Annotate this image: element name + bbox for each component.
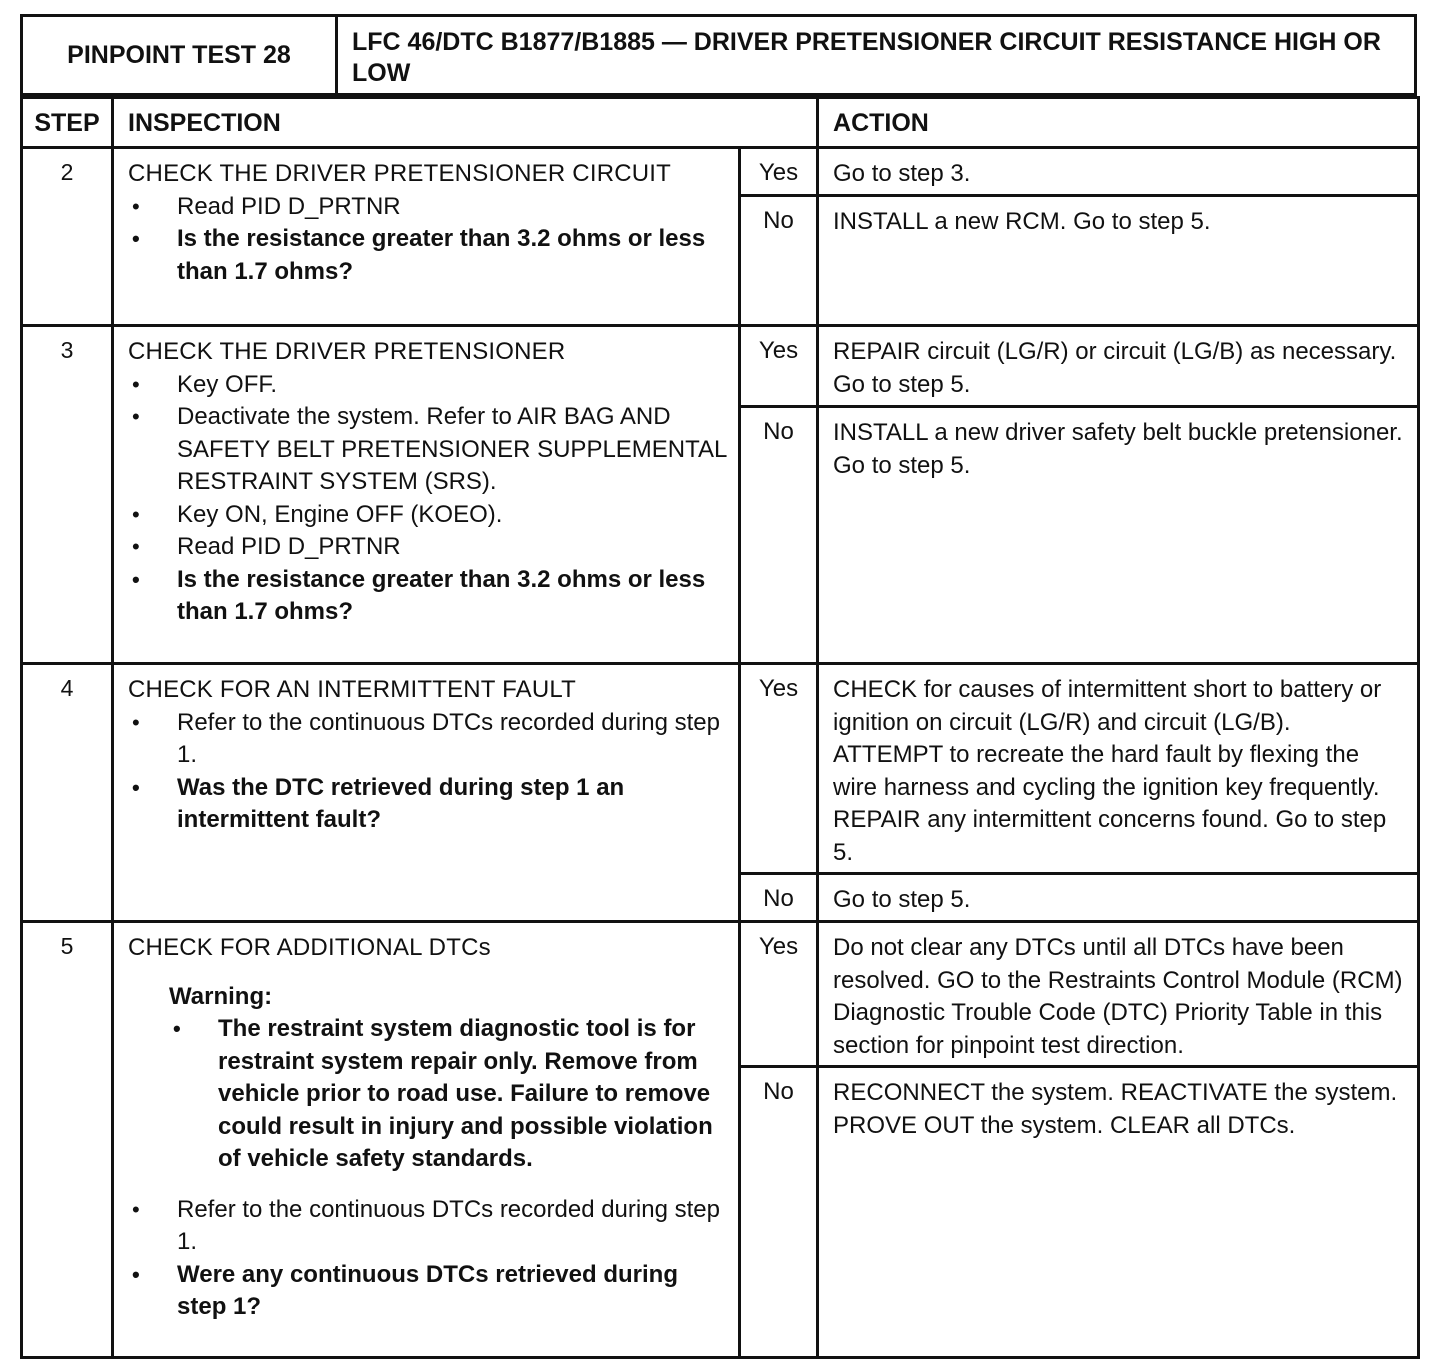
pinpoint-test-table xyxy=(20,96,1420,1359)
no-action: RECONNECT the system. REACTIVATE the system. PROVE OUT the system. CLEAR all DTCs. xyxy=(818,1067,1419,1358)
no-label: No xyxy=(763,418,794,445)
step-row xyxy=(22,922,1419,1067)
column-header-row xyxy=(22,98,1419,148)
column-header-action: ACTION xyxy=(833,109,929,137)
no-action: INSTALL a new driver safety belt buckle pretensioner. Go to step 5. xyxy=(818,407,1419,664)
inspection-question: • Was the DTC retrieved during step 1 an intermittent fault? xyxy=(128,772,728,837)
inspection-title: CHECK THE DRIVER PRETENSIONER CIRCUIT xyxy=(128,160,672,187)
yes-label: Yes xyxy=(758,933,799,960)
inspection-bullet: • Read PID D_PRTNR xyxy=(128,531,728,564)
column-header-step: STEP xyxy=(34,109,100,137)
inspection-cell xyxy=(113,922,740,1358)
warning-label: Warning: xyxy=(169,982,273,1010)
step-number: 5 xyxy=(60,933,74,959)
inspection-title: CHECK THE DRIVER PRETENSIONER xyxy=(128,338,566,365)
no-action: Go to step 5. xyxy=(818,874,1419,922)
inspection-bullet: • Key OFF. xyxy=(128,369,728,402)
step-row xyxy=(22,326,1419,407)
inspection-bullet: • Deactivate the system. Refer to AIR BAG AND SAFETY BELT PRETENSIONER SUPPLEMENTAL RESTRAINT SYSTEM (SRS). xyxy=(128,401,728,499)
no-label: No xyxy=(763,207,794,234)
no-label: No xyxy=(763,1078,794,1105)
step-number: 4 xyxy=(60,675,74,701)
warning-text: • The restraint system diagnostic tool is for restraint system repair only. Remove from vehicle prior to road use. Failure to remove could result in injury and possible violation of vehicle safety standards. xyxy=(169,1013,728,1176)
inspection-bullet: • Refer to the continuous DTCs recorded during step 1. xyxy=(128,1194,728,1259)
yes-action: Go to step 3. xyxy=(818,148,1419,196)
step-number: 3 xyxy=(60,337,74,363)
inspection-bullet: • Read PID D_PRTNR xyxy=(128,191,728,224)
step-row xyxy=(22,664,1419,874)
yes-label: Yes xyxy=(758,675,799,702)
inspection-bullet: • Refer to the continuous DTCs recorded during step 1. xyxy=(128,707,728,772)
inspection-title: CHECK FOR AN INTERMITTENT FAULT xyxy=(128,676,577,703)
no-action: INSTALL a new RCM. Go to step 5. xyxy=(818,196,1419,326)
yes-action: Do not clear any DTCs until all DTCs have been resolved. GO to the Restraints Control Module (RCM) Diagnostic Trouble Code (DTC) Priority Table in this section for pinpoint test direction. xyxy=(818,922,1419,1067)
step-number: 2 xyxy=(60,159,74,185)
inspection-question: • Is the resistance greater than 3.2 ohms or less than 1.7 ohms? xyxy=(128,223,728,288)
pinpoint-test-label: PINPOINT TEST 28 xyxy=(23,17,338,93)
yes-action: REPAIR circuit (LG/R) or circuit (LG/B) as necessary. Go to step 5. xyxy=(818,326,1419,407)
inspection-bullet: • Key ON, Engine OFF (KOEO). xyxy=(128,499,728,532)
inspection-question: • Is the resistance greater than 3.2 ohms or less than 1.7 ohms? xyxy=(128,564,728,629)
pinpoint-test-title: LFC 46/DTC B1877/B1885 — DRIVER PRETENSIONER CIRCUIT RESISTANCE HIGH OR LOW xyxy=(352,28,1381,87)
inspection-cell xyxy=(113,148,740,326)
yes-action: CHECK for causes of intermittent short to battery or ignition on circuit (LG/R) and circuit (LG/B). ATTEMPT to recreate the hard fault by flexing the wire harness and cycling the ignition key frequently. REPAIR any intermittent concerns found. Go to step 5. xyxy=(818,664,1419,874)
column-header-inspection: INSPECTION xyxy=(128,109,281,137)
yes-label: Yes xyxy=(758,159,799,186)
no-label: No xyxy=(763,885,794,912)
inspection-question: • Were any continuous DTCs retrieved during step 1? xyxy=(128,1259,728,1324)
warning-block xyxy=(169,981,728,1176)
inspection-cell xyxy=(113,664,740,922)
inspection-cell xyxy=(113,326,740,664)
yes-label: Yes xyxy=(758,337,799,364)
step-row xyxy=(22,148,1419,196)
inspection-title: CHECK FOR ADDITIONAL DTCs xyxy=(128,934,491,961)
pinpoint-test-header xyxy=(20,14,1417,96)
